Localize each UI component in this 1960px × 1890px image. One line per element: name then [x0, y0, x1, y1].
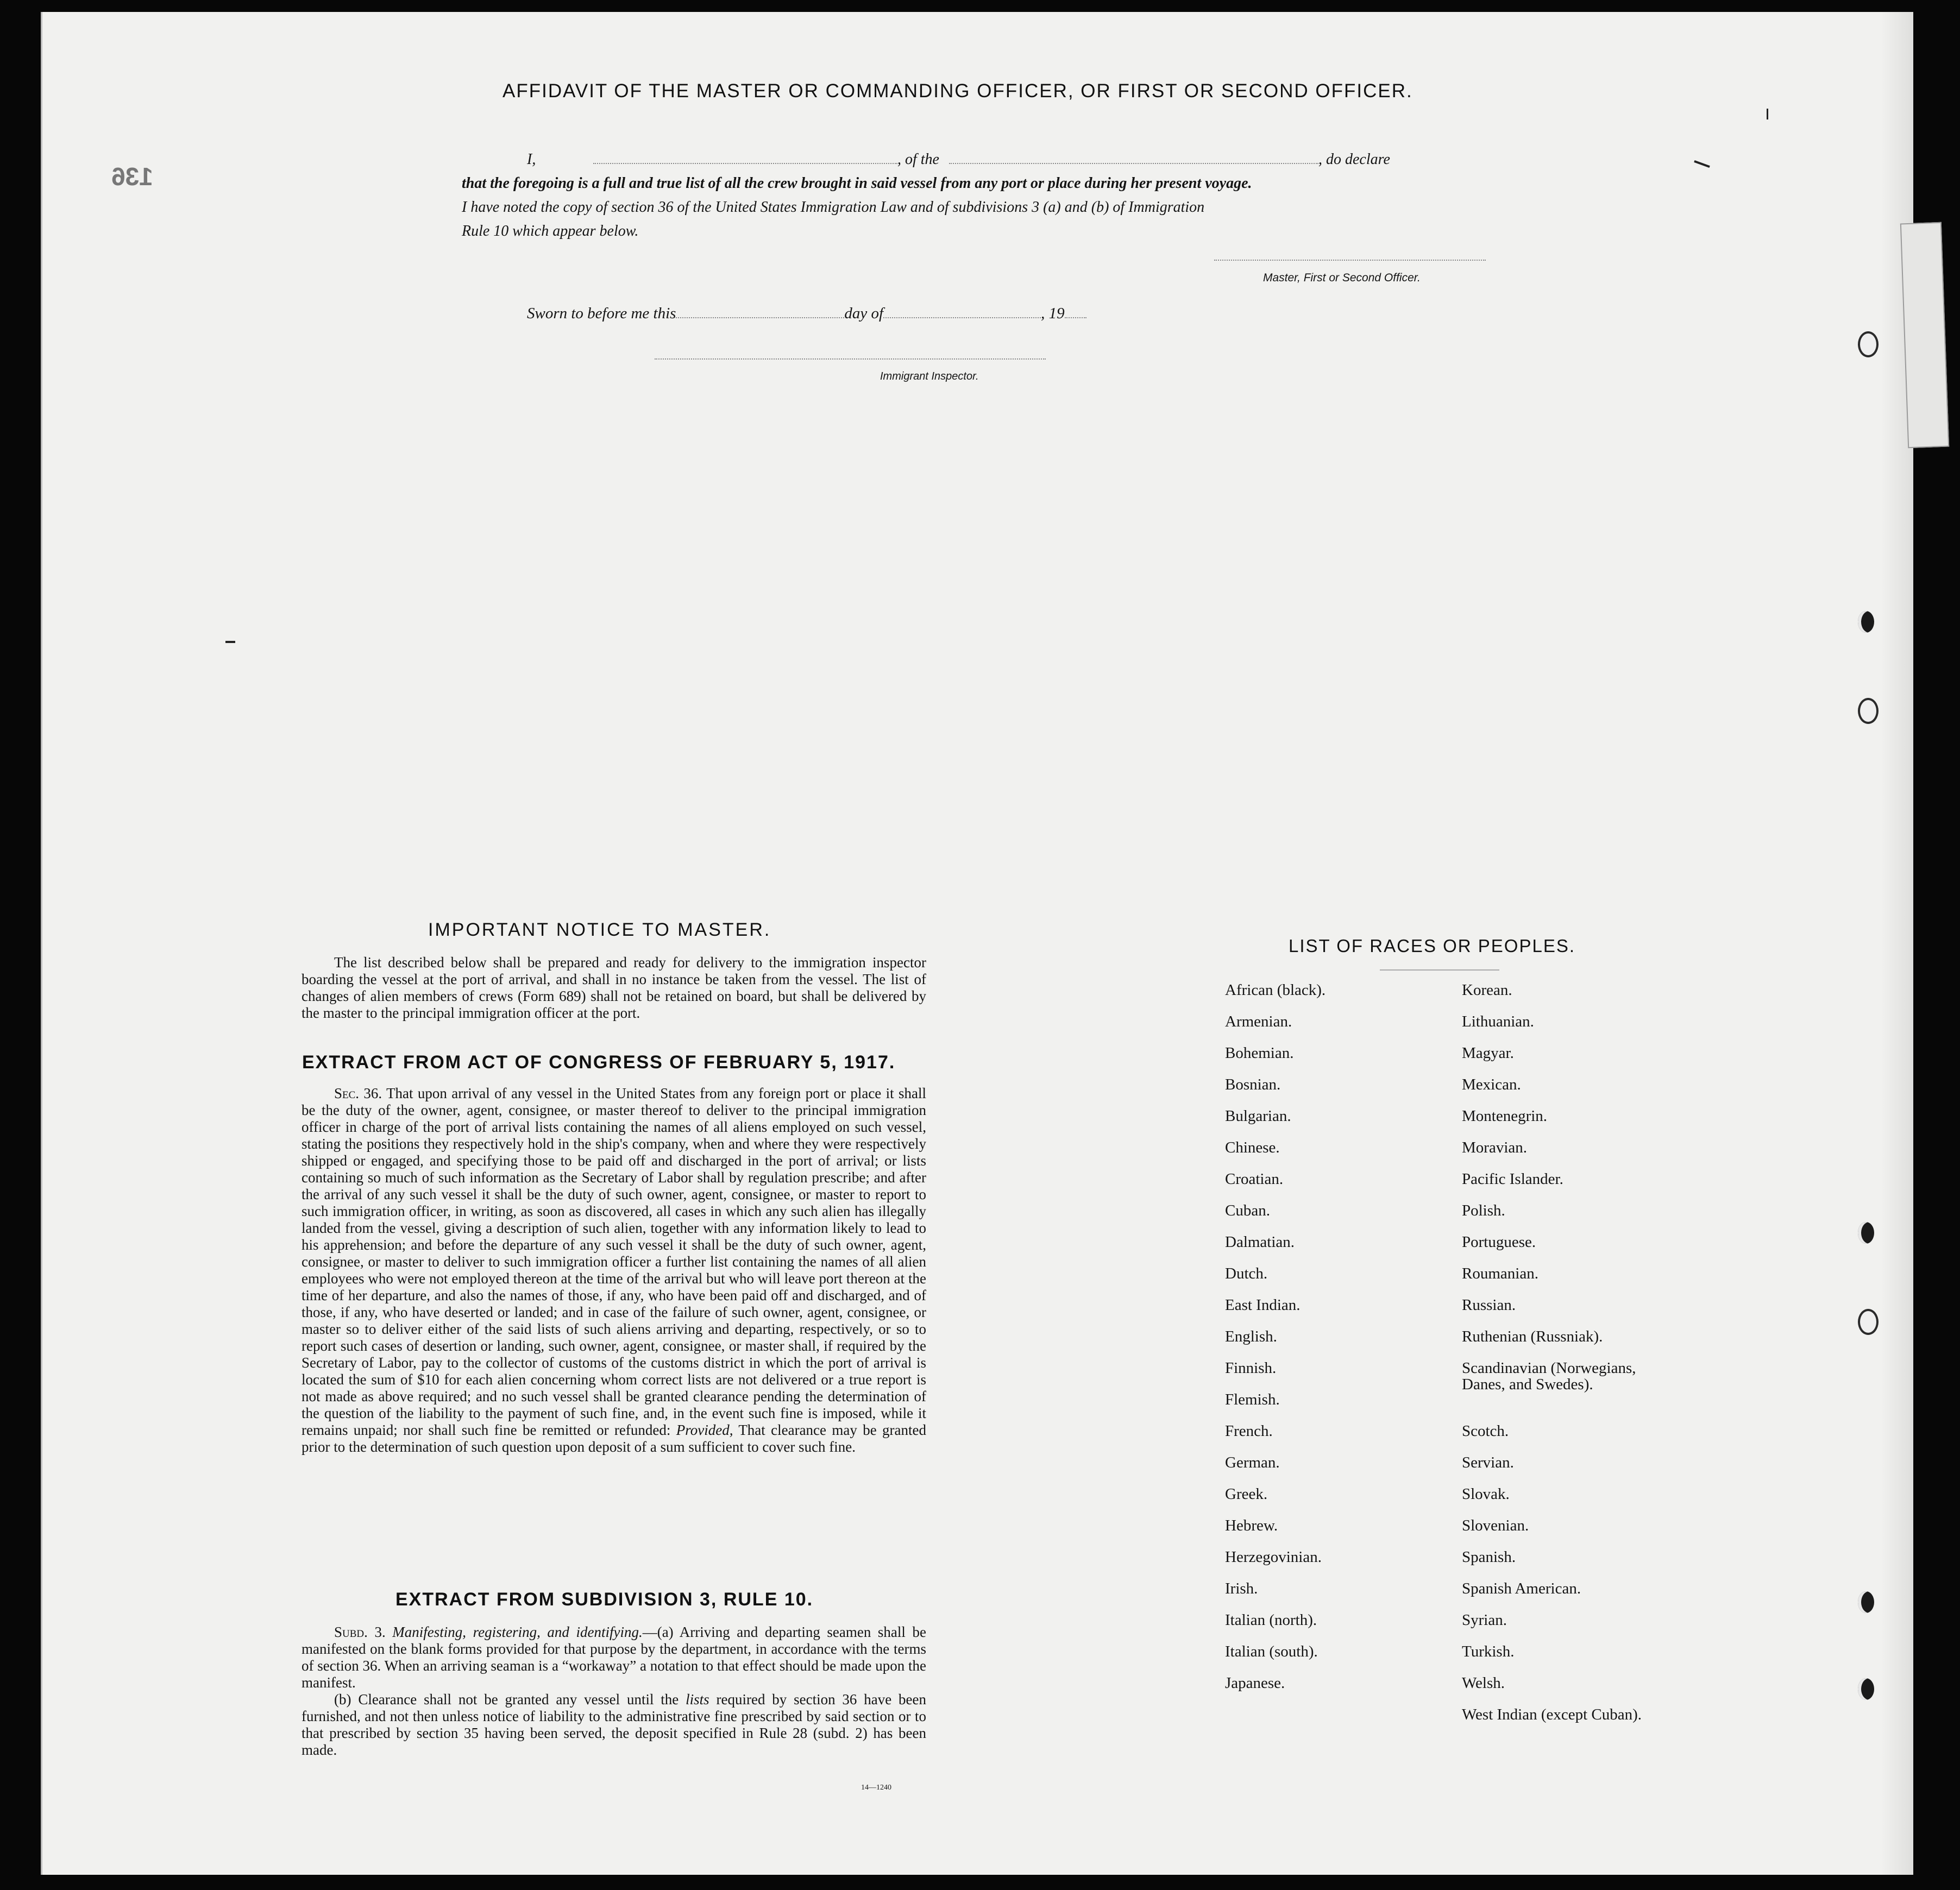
race-item: Pacific Islander. — [1462, 1170, 1563, 1188]
race-item: Magyar. — [1462, 1044, 1514, 1062]
act-section-36 — [301, 1085, 926, 1456]
race-item: Chinese. — [1225, 1139, 1280, 1156]
race-item: Korean. — [1462, 981, 1512, 999]
notice-title: IMPORTANT NOTICE TO MASTER. — [428, 919, 771, 940]
form-number: 14—1240 — [861, 1784, 891, 1792]
race-item: Turkish. — [1462, 1643, 1515, 1660]
race-item: Slovenian. — [1462, 1517, 1529, 1534]
race-item: Montenegrin. — [1462, 1107, 1548, 1125]
rule-para-b — [301, 1691, 926, 1759]
race-item: Polish. — [1462, 1202, 1505, 1219]
affidavit-line-1 — [462, 148, 1505, 172]
subd-text-b1: (b) Clearance shall not be granted any vessel until the — [334, 1691, 679, 1708]
rule-para-a — [301, 1624, 926, 1691]
races-list — [1225, 982, 1714, 1738]
declarant-prefix: I, — [527, 151, 536, 168]
race-item: Servian. — [1462, 1454, 1514, 1471]
sworn-year-field[interactable] — [1065, 303, 1086, 318]
notice-text: The list described below shall be prepared and ready for delivery to the immigration inspector boarding the vessel at the port of arrival, and shall in no instance be taken from the vessel. The list of changes of alien members of crews (Form 689) shall not be retained on board, but shall be delivered by the master to the principal immigration officer at the port. — [301, 954, 926, 1021]
stamp-number: 136 — [111, 162, 153, 191]
race-item: Finnish. — [1225, 1359, 1277, 1377]
race-item: Bosnian. — [1225, 1076, 1281, 1093]
section-text-b: That clearance may be granted prior to the determination of such question upon deposit of a sum sufficient to cover such fine. — [301, 1422, 926, 1455]
of-the-label: , of the — [897, 151, 939, 168]
race-item: Bohemian. — [1225, 1044, 1294, 1062]
race-item: Flemish. — [1225, 1391, 1280, 1408]
rule-body — [301, 1624, 926, 1759]
day-of-label: day of — [844, 305, 884, 322]
race-item: Scandinavian (Norwegians, Danes, and Swedes). — [1462, 1359, 1636, 1393]
punch-hole — [1858, 611, 1874, 633]
sworn-label: Sworn to before me this — [527, 305, 676, 322]
races-column-left — [1225, 982, 1462, 1738]
signature-line[interactable] — [1214, 260, 1486, 261]
race-item: French. — [1225, 1422, 1273, 1440]
race-item: Syrian. — [1462, 1611, 1507, 1629]
affidavit-line-3: I have noted the copy of section 36 of the United States Immigration Law and of subdivisions 3 (a) and (b) of Immigration — [462, 199, 1205, 216]
race-item: Ruthenian (Russniak). — [1462, 1328, 1603, 1345]
race-item: Dutch. — [1225, 1265, 1268, 1282]
race-item: Portuguese. — [1462, 1233, 1536, 1251]
section-text-a: That upon arrival of any vessel in the United States from any foreign port or place it shall be the duty of the owner, agent, consignee, or master thereof to deliver to the principal immigration officer in charge of the port of arrival lists containing the names of all aliens employed on such vessel, stating the positions they respectively hold in the ship's company, when and where they were respectively shipped or engaged, and specifying those to be paid off and discharged in the port of arrival; or lists containing so much of such information as the Secretary of Labor shall by regulation prescribe; and after the arrival of any such vessel it shall be the duty of such owner, agent, consignee, or master to report to such immigration officer, in writing, as soon as discovered, all cases in which any such alien has illegally landed from the vessel, giving a description of such alien, together with any information likely to lead to his apprehension; and before the departure of any such vessel it shall be the duty of such owner, agent, consignee, or master to deliver to such immigration officer a further list containing the names of all alien employees who were not employed thereon at the time of the arrival but who will leave port thereon at the time of her departure, and also the names of those, if any, who have been paid off and discharged, and of those, if any, who have deserted or landed; and in case of the failure of such owner, agent, consignee, or master so to deliver either of the said lists of such aliens arriving and departing, respectively, or so to report such cases of desertion or landing, such owner, agent, consignee, or master shall, if required by the Secretary of Labor, pay to the collector of customs of the customs district in which the port of arrival is located the sum of $10 for each alien concerning whom correct lists are not delivered or a true report is not made as above required; and no such vessel shall be granted clearance pending the determination of the question of the liability to the payment of such fine, and, in the event such fine is imposed, while it remains unpaid; nor shall such fine be remitted or refunded: — [301, 1085, 927, 1438]
race-item: Moravian. — [1462, 1139, 1527, 1156]
race-item: East Indian. — [1225, 1296, 1301, 1314]
affidavit-body — [462, 148, 1505, 243]
race-item: Herzegovinian. — [1225, 1548, 1322, 1566]
race-item: Hebrew. — [1225, 1517, 1278, 1534]
race-item: Russian. — [1462, 1296, 1516, 1314]
declarant-name-field[interactable] — [593, 149, 897, 164]
inspector-label: Immigrant Inspector. — [880, 370, 979, 382]
section-label: Sec. 36. — [334, 1085, 382, 1101]
race-item: African (black). — [1225, 981, 1326, 999]
provided-term: Provided, — [676, 1422, 733, 1438]
race-item: Cuban. — [1225, 1202, 1270, 1219]
affidavit-line-2: that the foregoing is a full and true list of all the crew brought in said vessel from any port or place during her present voyage. — [462, 175, 1252, 192]
race-item: Greek. — [1225, 1485, 1268, 1503]
punch-hole — [1858, 1591, 1874, 1613]
race-item: Italian (south). — [1225, 1643, 1318, 1660]
inspector-signature-line[interactable] — [655, 358, 1046, 360]
race-item: Irish. — [1225, 1580, 1258, 1597]
subd-text-b2: required by section 36 have been furnished, and not then unless notice of liability to the administrative fine prescribed by said section or to that prescribed by section 35 having been served, the deposit specified in Rule 28 (subd. 2) has been made. — [301, 1691, 927, 1758]
race-item: Italian (north). — [1225, 1611, 1317, 1629]
race-item: Scotch. — [1462, 1422, 1509, 1440]
subd-text-a: —(a) Arriving and departing seamen shall be manifested on the blank forms provided for that purpose by the department, in accordance with the terms of section 36. When an arriving seaman is a “workaway” a notation to that effect should be made upon the manifest. — [301, 1624, 926, 1691]
race-item: Dalmatian. — [1225, 1233, 1295, 1251]
race-item: Spanish American. — [1462, 1580, 1581, 1597]
race-item: German. — [1225, 1454, 1280, 1471]
race-item: English. — [1225, 1328, 1277, 1345]
race-item: Armenian. — [1225, 1013, 1292, 1030]
race-item: Mexican. — [1462, 1076, 1521, 1093]
lists-term: lists — [686, 1691, 709, 1708]
punch-hole — [1858, 1678, 1874, 1700]
act-title: EXTRACT FROM ACT OF CONGRESS OF FEBRUARY 5, 1917. — [302, 1052, 896, 1073]
paper-tab-strip — [1900, 222, 1949, 448]
race-item: Welsh. — [1462, 1674, 1505, 1692]
race-item: Croatian. — [1225, 1170, 1284, 1188]
race-item: Spanish. — [1462, 1548, 1516, 1566]
sworn-line — [527, 303, 1233, 323]
scan-mark — [225, 641, 235, 643]
race-item: Lithuanian. — [1462, 1013, 1534, 1030]
races-title: LIST OF RACES OR PEOPLES. — [1289, 936, 1576, 956]
signature-label: Master, First or Second Officer. — [1263, 272, 1421, 284]
race-item: Roumanian. — [1462, 1265, 1538, 1282]
punch-hole — [1858, 1222, 1874, 1244]
do-declare-label: , do declare — [1318, 151, 1390, 168]
sworn-day-field[interactable] — [676, 303, 844, 318]
race-item: Slovak. — [1462, 1485, 1510, 1503]
punch-hole — [1858, 698, 1879, 724]
affidavit-title: AFFIDAVIT OF THE MASTER OR COMMANDING OFFICER, OR FIRST OR SECOND OFFICER. — [502, 80, 1413, 102]
affidavit-line-4: Rule 10 which appear below. — [462, 223, 639, 240]
races-title-rule — [1380, 969, 1499, 971]
race-item: Japanese. — [1225, 1674, 1285, 1692]
sworn-month-field[interactable] — [883, 303, 1041, 318]
rule-title: EXTRACT FROM SUBDIVISION 3, RULE 10. — [395, 1589, 814, 1610]
subd-label: Subd. 3. — [334, 1624, 386, 1640]
scan-mark — [1767, 109, 1768, 119]
races-column-right — [1462, 982, 1714, 1738]
subd-heading: Manifesting, registering, and identifying. — [392, 1624, 643, 1640]
vessel-name-field[interactable] — [949, 149, 1318, 164]
race-item: Bulgarian. — [1225, 1107, 1291, 1125]
punch-hole — [1858, 331, 1879, 357]
year-label: , 19 — [1041, 305, 1065, 322]
punch-hole — [1858, 1309, 1879, 1335]
race-item: West Indian (except Cuban). — [1462, 1706, 1642, 1723]
